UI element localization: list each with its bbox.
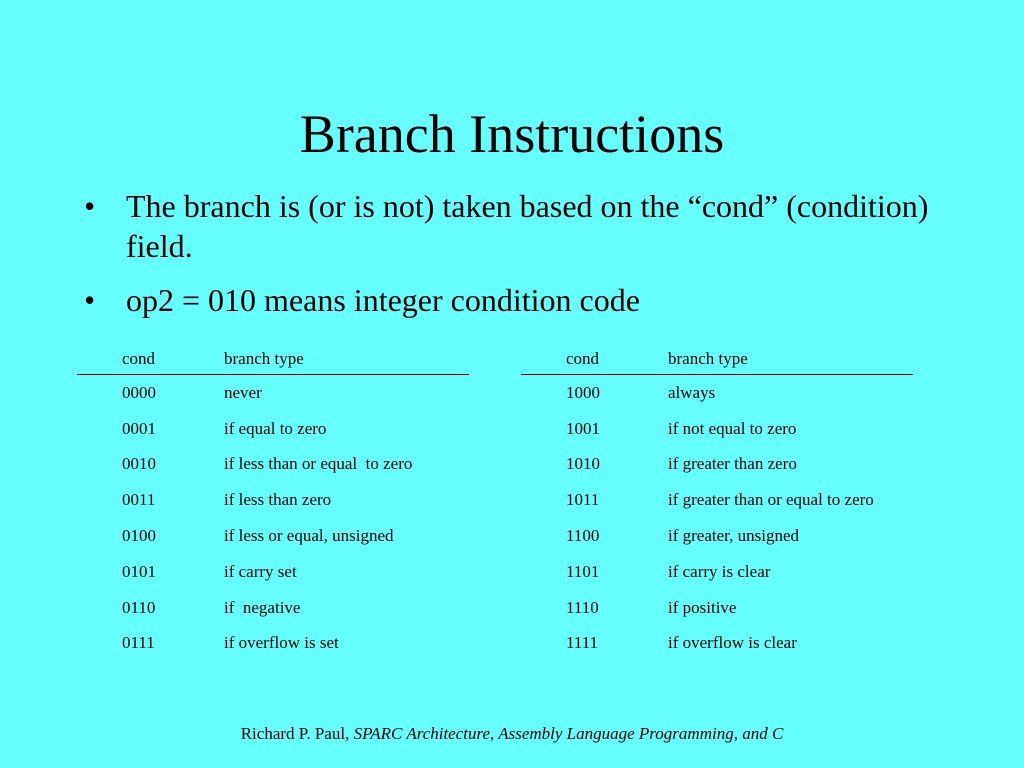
cond-code: 0110 [122,597,156,617]
branch-type: if overflow is clear [668,633,797,653]
slide-title: Branch Instructions [299,104,725,164]
table-row [521,411,913,447]
branch-type: if greater than zero [668,454,797,474]
table-row [521,626,913,662]
bullet-text: op2 = 010 means integer condition code [126,282,640,318]
table-body [77,375,469,662]
table-header-cond: cond [122,344,224,375]
citation-title: SPARC Architecture, Assembly Language Programming, and C [353,724,784,743]
table-header-branch-type: branch type [668,344,913,375]
table-row [521,447,913,483]
table-row [77,482,469,518]
branch-type: if carry is clear [668,561,771,581]
branch-type: if positive [668,597,737,617]
table-row [521,554,913,590]
table-row [77,590,469,626]
branch-type: if carry set [224,561,297,581]
cond-code: 0111 [122,633,155,653]
table-row [77,554,469,590]
table-row [77,447,469,483]
cond-code: 1101 [566,561,600,581]
branch-type: if greater than or equal to zero [668,490,874,510]
cond-code: 1001 [566,418,600,438]
table-row [77,375,469,411]
table-row [521,482,913,518]
cond-code: 1000 [566,382,600,402]
branch-type: if overflow is set [224,633,339,653]
branch-type: if not equal to zero [668,418,797,438]
cond-code: 0000 [122,382,156,402]
cond-table-left [77,344,469,661]
cond-code: 1110 [566,597,599,617]
cond-code: 1111 [566,633,599,653]
table-row [521,375,913,411]
bullet-item [84,280,984,320]
table-header-row [77,344,469,375]
bullet-item [84,186,984,266]
cond-code: 0100 [122,526,156,546]
bullet-list [84,186,984,334]
branch-type: if greater, unsigned [668,526,800,546]
table-row [77,626,469,662]
table-header-row [521,344,913,375]
table-body [521,375,913,662]
cond-code: 0010 [122,454,156,474]
bullet-icon: • [84,282,96,318]
branch-type: if less or equal, unsigned [224,526,394,546]
table-row [77,518,469,554]
table-header-spacer [77,344,122,375]
branch-type: if less than or equal to zero [224,454,413,474]
citation-author: Richard P. Paul, [240,724,354,743]
branch-type: always [668,382,716,402]
cond-code: 1010 [566,454,600,474]
cond-code: 0101 [122,561,156,581]
branch-type: if negative [224,597,301,617]
table-header-cond: cond [566,344,668,375]
table-row [521,518,913,554]
table-header-spacer [521,344,566,375]
branch-type: if less than zero [224,490,332,510]
bullet-text: The branch is (or is not) taken based on the “cond” (condition) field. [126,188,929,264]
cond-table-right [521,344,913,661]
citation [0,724,1024,744]
table-row [77,411,469,447]
branch-type: never [224,382,262,402]
cond-code: 0011 [122,490,156,510]
bullet-icon: • [84,188,96,224]
cond-code: 1011 [566,490,600,510]
branch-type: if equal to zero [224,418,327,438]
table-header-branch-type: branch type [224,344,469,375]
table-row [521,590,913,626]
cond-code: 0001 [122,418,156,438]
cond-code: 1100 [566,526,600,546]
